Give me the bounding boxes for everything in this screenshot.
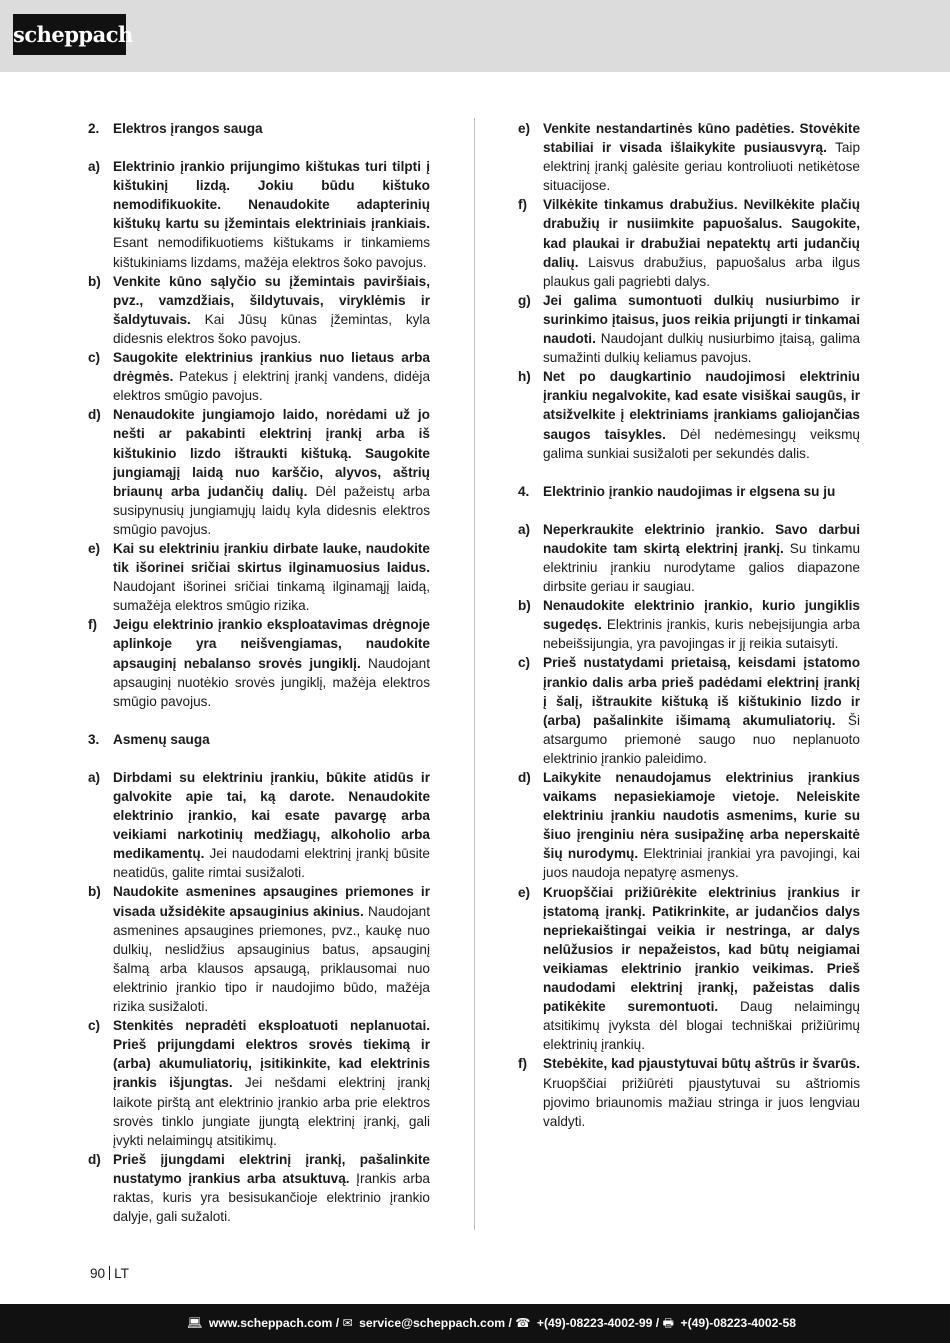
list-item-text xyxy=(543,367,860,462)
mail-icon: ✉︎ xyxy=(342,1316,353,1330)
footer-email[interactable]: service@scheppach.com / xyxy=(359,1316,512,1330)
list-item-bold-text: Vilkėkite tinkamus drabužius. Nevilkėkite plačių drabužių ir nusiimkite papuošalus. Saugokite, kad plaukai ir drabužiai nepatektų arti judančių dalių. xyxy=(543,197,860,270)
list-item-regular-text: Daug nelaimingų atsitikimų įvyksta dėl blogai techniškai prižiūrimų elektrinių įrankių. xyxy=(543,999,860,1053)
list-item xyxy=(518,653,860,768)
list-item-bold-text: Elektrinio įrankio prijungimo kištukas turi tilpti į kištukinį lizdą. Jokiu būdu kištuko nemodifikuokite. Nenaudokite adapterinių kištukų kartu su įžemintais elektriniais įrankiais. xyxy=(113,159,430,232)
list-item-regular-text: Kruopščiai prižiūrėti pjaustytuvai su aštriomis pjovimo briaunomis mažiau stringa ir juos lengviau valdyti. xyxy=(543,1075,860,1129)
list-item-regular-text: Jei nešdami elektrinį įrankį laikote pirštą ant elektrinio įrankio arba prie elektros srovės tinklo jungiate įjungtą elektrinį įrankį, gali įvykti nelaimingų atsitikimų. xyxy=(113,1075,430,1148)
fax-icon: 🖶︎ xyxy=(662,1316,675,1330)
list-item-bold-text: Prieš įjungdami elektrinį įrankį, pašalinkite nustatymo įrankius arba atsuktuvą. xyxy=(113,1151,430,1186)
list-item-label: b) xyxy=(518,598,531,614)
list-item-regular-text: Jei naudodami elektrinį įrankį būsite neatidūs, galite rimtai susižaloti. xyxy=(113,846,430,881)
list-item-text xyxy=(543,291,860,367)
list-item xyxy=(88,539,430,615)
section-number: 2. xyxy=(88,121,100,136)
section-spacer xyxy=(88,749,430,768)
list-item-label: b) xyxy=(88,884,101,900)
list-item-label: f) xyxy=(518,1056,528,1072)
list-item-text xyxy=(543,520,860,596)
footer-phone[interactable]: +(49)-08223-4002-99 / xyxy=(536,1316,660,1330)
list-item-regular-text: Kai Jūsų kūnas įžemintas, kyla didesnis elektros šoko pavojus. xyxy=(113,311,430,346)
list-item-label: e) xyxy=(88,540,101,556)
list-item-label: e) xyxy=(518,884,531,900)
list-item-text xyxy=(113,348,430,405)
list-item-regular-text: Naudojant išorinei sričiai tinkamą ilginamąjį laidą, sumažėja elektros smūgio rizika. xyxy=(113,579,430,614)
list-item-regular-text: Naudojant apsauginį nuotėkio srovės jungiklį, mažėja elektros smūgio pavojus. xyxy=(113,655,430,709)
list-item-bold-text: Naudokite asmenines apsaugines priemones ir visada užsidėkite apsauginius akinius. xyxy=(113,884,430,919)
list-item xyxy=(88,348,430,405)
list-item-bold-text: Jei galima sumontuoti dulkių nusiurbimo ir surinkimo įtaisus, juos reikia prijungti ir tinkamai naudoti. xyxy=(543,292,860,347)
list-item-bold-text: Kruopščiai prižiūrėkite elektrinius įrankius ir įstatomą įrankį. Patikrinkite, ar judančios dalys nepriekaištingai veikia ir nestringa, ar dalys nelūžusios ir nepažeistos, kad būtų neigiamai veikiamas elektrinio įrankio veikimas. Prieš naudodami elektrinį įrankį, pažeistas dalis patikėkite suremontuoti. xyxy=(543,884,860,1015)
list-item-regular-text: Naudojant asmenines apsaugines priemones, pvz., kaukę nuo dulkių, neslidžius apsauginius batus, apsauginį šalmą arba klausos apsaugą, priklausomai nuo elektrinio įrankio tipo ir naudojimo būdo, mažėja rizika susižaloti. xyxy=(113,903,430,1015)
list-item-text xyxy=(113,405,430,539)
list-item-text xyxy=(113,272,430,348)
list-item xyxy=(88,1150,430,1226)
list-item-text xyxy=(113,1016,430,1150)
list-item-label: e) xyxy=(518,121,531,136)
list-item-regular-text: Elektrinis įrankis, kuris nebeįsijungia arba nebeišsijungia, yra pavojingas ir jį reikia sutaisyti. xyxy=(543,617,860,652)
list-item-regular-text: Dėl pažeistų arba susipynusių jungiamųjų laidų kyla didesnis elektros smūgio pavojus. xyxy=(113,483,430,537)
list-item-text xyxy=(543,883,860,1055)
list-item xyxy=(88,405,430,539)
page-number xyxy=(90,1266,129,1282)
list-item xyxy=(88,157,430,272)
section-heading xyxy=(88,119,430,138)
list-item-bold-text: Stebėkite, kad pjaustytuvai būtų aštrūs ir švarūs. xyxy=(543,1056,860,1072)
list-item-text xyxy=(543,119,860,195)
list-item-bold-text: Stenkitės nepradėti eksploatuoti neplanuotai. Prieš prijungdami elektros srovės tiekimą ir (arba) akumuliatorių, įsitikinkite, kad elektrinis įrankis išjungtas. xyxy=(113,1018,430,1091)
list-item xyxy=(518,1054,860,1130)
list-item xyxy=(518,883,860,1055)
list-item-bold-text: Venkite nestandartinės kūno padėties. Stovėkite stabiliai ir visada išlaikykite pusiausvyrą. xyxy=(543,121,860,156)
list-item xyxy=(518,367,860,462)
list-item xyxy=(88,882,430,1016)
list-item-label: c) xyxy=(88,350,101,366)
list-item-bold-text: Net po daugkartinio naudojimosi elektriniu įrankiu negalvokite, kad esate visiškai saugūs, ir atsižvelkite į elektriniams įrankiams galiojančias saugos taisykles. xyxy=(543,369,860,442)
footer-website[interactable]: www.scheppach.com / xyxy=(208,1316,340,1330)
footer-fax[interactable]: +(49)-08223-4002-58 xyxy=(680,1316,796,1330)
list-item-text xyxy=(113,539,430,615)
section-spacer xyxy=(518,463,860,482)
list-item xyxy=(518,119,860,195)
list-item xyxy=(518,596,860,653)
page-number-separator xyxy=(109,1266,110,1280)
list-item-text xyxy=(113,157,430,272)
list-item-text xyxy=(113,615,430,710)
list-item-label: a) xyxy=(88,769,101,785)
list-item xyxy=(88,768,430,883)
list-item-label: c) xyxy=(518,655,531,671)
list-item xyxy=(518,768,860,883)
list-item-text xyxy=(543,195,860,290)
list-item-label: a) xyxy=(88,159,101,175)
list-item-bold-text: Jeigu elektrinio įrankio eksploatavimas drėgnoje aplinkoje yra neišvengiamas, naudokite apsauginį nebalanso srovės jungiklį. xyxy=(113,617,430,671)
list-item-regular-text: Ši atsargumo priemonė saugo nuo neplanuoto elektrinio įrankio paleidimo. xyxy=(543,712,860,766)
page-language: LT xyxy=(114,1266,129,1281)
list-item-bold-text: Saugokite elektrinius įrankius nuo lietaus arba drėgmės. xyxy=(113,350,430,385)
list-item-text xyxy=(543,596,860,653)
list-item-bold-text: Venkite kūno sąlyčio su įžemintais paviršiais, pvz., vamzdžiais, šildytuvais, viryklėmis ir šaldytuvais. xyxy=(113,273,430,327)
section-number: 4. xyxy=(518,483,530,499)
page-number-value: 90 xyxy=(90,1266,106,1281)
section-spacer xyxy=(518,501,860,520)
list-item-regular-text: Laisvus drabužius, papuošalus arba ilgus plaukus gali pagriebti dalys. xyxy=(543,254,860,289)
list-item-bold-text: Nenaudokite jungiamojo laido, norėdami už jo nešti ar pakabinti elektrinį įrankį arba iš kištukinio lizdo ištraukti kištuką. Saugokite jungiamąjį laidą nuo karščio, alyvos, aštrių briaunų arba judančių dalių. xyxy=(113,407,430,499)
list-item xyxy=(88,1016,430,1150)
list-item-regular-text: Elektriniai įrankiai yra pavojingi, kai juos naudoja nepatyrę asmenys. xyxy=(543,846,861,881)
section-title: Elektrinio įrankio naudojimas ir elgsena su ju xyxy=(543,483,836,499)
list-item-text xyxy=(113,1150,430,1226)
section-heading xyxy=(518,482,860,501)
list-item-label: a) xyxy=(518,521,531,537)
list-item-regular-text: Naudojant dulkių nusiurbimo įtaisą, galima sumažinti dulkių keliamus pavojus. xyxy=(543,331,860,366)
list-item xyxy=(518,520,860,596)
computer-icon: 💻︎ xyxy=(186,1316,203,1330)
phone-icon: ☎︎ xyxy=(515,1316,531,1330)
list-item-label: b) xyxy=(88,273,101,289)
list-item xyxy=(518,195,860,290)
section-title: Asmenų sauga xyxy=(113,731,210,747)
list-item-regular-text: Patekus į elektrinį įrankį vandens, didėja elektros smūgio pavojus. xyxy=(113,369,430,404)
list-item-label: h) xyxy=(518,369,531,385)
list-item-text xyxy=(543,653,860,768)
list-item-label: d) xyxy=(88,407,101,423)
list-item-label: d) xyxy=(88,1151,101,1167)
list-item-regular-text: Esant nemodifikuotiems kištukams ir tinkamiems kištukiniams lizdams, mažėja elektros šoko pavojus. xyxy=(113,235,430,270)
list-item-text xyxy=(543,1054,860,1130)
list-item-bold-text: Nenaudokite elektrinio įrankio, kurio jungiklis sugedęs. xyxy=(543,598,860,633)
list-item xyxy=(88,272,430,348)
list-item-label: d) xyxy=(518,770,531,785)
list-item-label: f) xyxy=(518,197,528,213)
section-heading xyxy=(88,730,430,749)
list-item-bold-text: Kai su elektriniu įrankiu dirbate lauke, naudokite tik išorinei sričiai skirtus ilginamuosius laidus. xyxy=(113,540,430,576)
list-item-regular-text: Dėl nedėmesingų veiksmų galima sunkiai susižaloti per sekundės dalis. xyxy=(543,426,860,461)
list-item-regular-text: Su tinkamu elektriniu įrankiu nurodytame galios diapazone dirbsite geriau ir saugiau. xyxy=(543,540,861,595)
section-title: Elektros įrangos sauga xyxy=(113,121,263,136)
header-bar xyxy=(0,0,950,72)
scheppach-logo: scheppach xyxy=(13,14,126,55)
column-divider xyxy=(474,118,475,1230)
list-item-bold-text: Laikykite nenaudojamus elektrinius įrankius vaikams nepasiekiamoje vietoje. Neleiskite elektriniu įrankiu naudotis asmenims, kurie su šiuo įrenginiu nėra susipažinę arba neperskaitė šių nurodymų. xyxy=(543,770,860,862)
list-item-bold-text: Neperkraukite elektrinio įrankio. Savo darbui naudokite tam skirtą elektrinį įrankį. xyxy=(543,521,860,556)
list-item-regular-text: Įrankis arba raktas, kuris yra besisukančioje elektrinio įrankio dalyje, gali sužaloti. xyxy=(113,1170,430,1225)
list-item-bold-text: Dirbdami su elektriniu įrankiu, būkite atidūs ir galvokite apie tai, ką darote. Nenaudokite elektrinio įrankio, kai esate pavargę arba veikiami narkotinių medžiagų, alkoholio arba medikamentų. xyxy=(113,769,430,862)
list-item xyxy=(88,615,430,710)
left-column xyxy=(88,119,430,1226)
list-item-label: g) xyxy=(518,292,531,308)
section-number: 3. xyxy=(88,731,100,747)
section-spacer xyxy=(88,138,430,157)
list-item-bold-text: Prieš nustatydami prietaisą, keisdami įstatomo įrankio dalis arba prieš padėdami elektrinį įrankį į šalį, ištraukite kištuką iš kištukinio lizdo ir (arba) pašalinkite išimamą akumuliatorių. xyxy=(543,655,860,728)
list-item-regular-text: Taip elektrinį įrankį galėsite geriau kontroliuoti netikėtose situacijose. xyxy=(543,140,861,194)
right-column xyxy=(518,119,860,1131)
list-item-text xyxy=(113,882,430,1016)
list-item-label: f) xyxy=(88,617,98,633)
list-item-label: c) xyxy=(88,1018,101,1034)
footer-bar xyxy=(0,1304,950,1343)
section-spacer xyxy=(88,711,430,730)
list-item xyxy=(518,291,860,367)
list-item-text xyxy=(113,768,430,883)
list-item-text xyxy=(543,768,860,883)
